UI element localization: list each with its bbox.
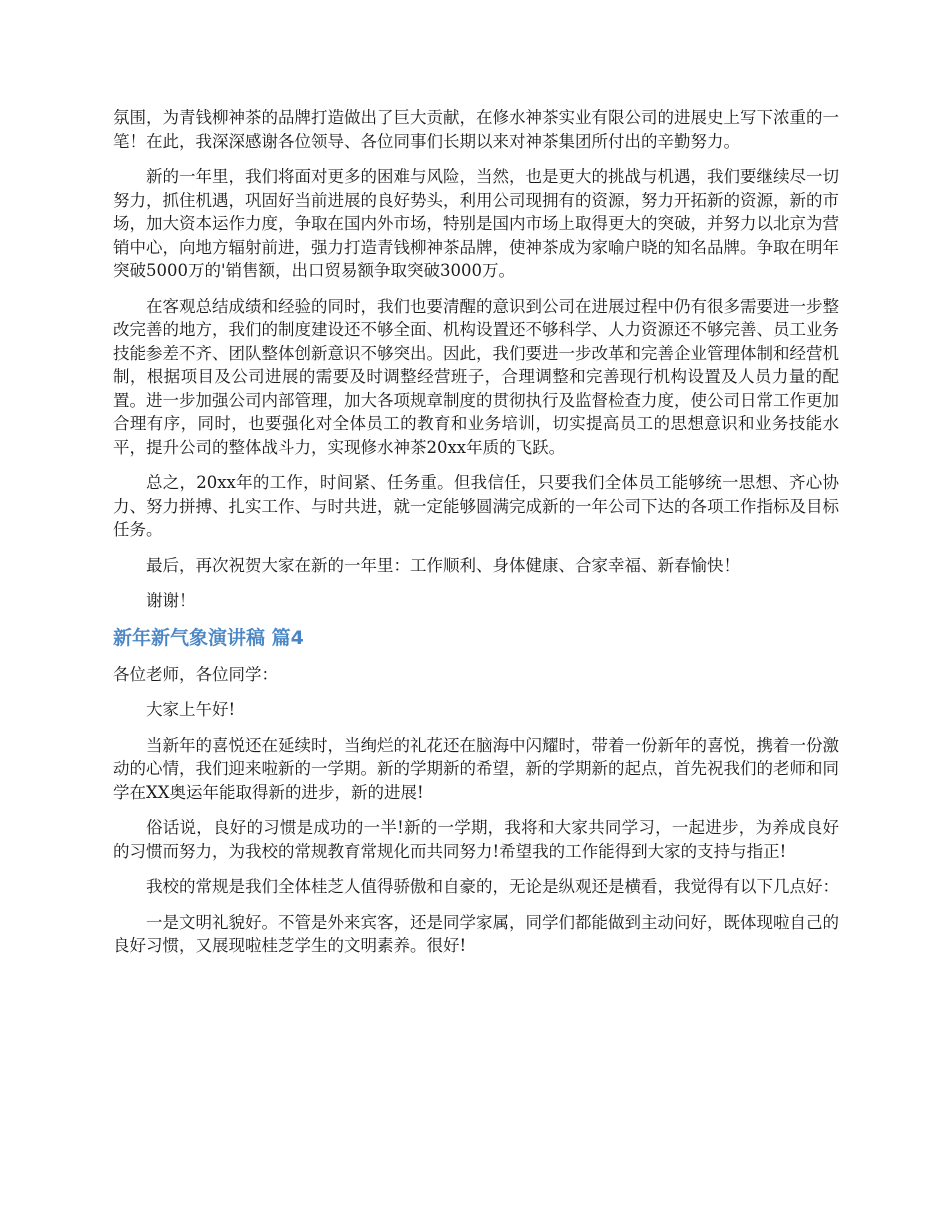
paragraph: 当新年的喜悦还在延续时，当绚烂的礼花还在脑海中闪耀时，带着一份新年的喜悦，携着一份激动的心情，我们迎来啦新的一学期。新的学期新的希望，新的学期新的起点，首先祝我们的老师和同学在XX奥运年能取得新的进步，新的进展! [113, 735, 839, 802]
paragraph: 一是文明礼貌好。不管是外来宾客，还是同学家属，同学们都能做到主动问好，既体现啦自己的良好习惯，又展现啦桂芝学生的文明素养。很好! [113, 912, 839, 955]
document-page [113, 106, 839, 970]
paragraph: 新的一年里，我们将面对更多的困难与风险，当然，也是更大的挑战与机遇，我们要继续尽一切努力，抓住机遇，巩固好当前进展的良好势头，利用公司现拥有的资源，努力开拓新的资源，新的市场，加大资本运作力度，争取在国内外市场，特别是国内市场上取得更大的突破，并努力以北京为营销中心，向地方辐射前进，强力打造青钱柳神茶品牌，使神茶成为家喻户晓的知名品牌。争取在明年突破5000万的'销售额，出口贸易额争取突破3000万。 [113, 167, 839, 280]
paragraph: 总之，20xx年的工作，时间紧、任务重。但我信任，只要我们全体员工能够统一思想、齐心协力、努力拼搏、扎实工作、与时共进，就一定能够圆满完成新的一年公司下达的各项工作指标及目标任务。 [113, 473, 839, 539]
paragraph: 氛围，为青钱柳神茶的品牌打造做出了巨大贡献，在修水神茶实业有限公司的进展史上写下浓重的一笔！在此，我深深感谢各位领导、各位同事们长期以来对神茶集团所付出的辛勤努力。 [113, 108, 839, 151]
paragraph: 各位老师，各位同学： [113, 664, 278, 684]
paragraph: 在客观总结成绩和经验的同时，我们也要清醒的意识到公司在进展过程中仍有很多需要进一步整改完善的地方，我们的制度建设还不够全面、机构设置还不够科学、人力资源还不够完善、员工业务技能参差不齐、团队整体创新意识不够突出。因此，我们要进一步改革和完善企业管理体制和经营机制，根据项目及公司进展的需要及时调整经营班子，合理调整和完善现行机构设置及人员力量的配置。进一步加强公司内部管理，加大各项规章制度的贯彻执行及监督检查力度，使公司日常工作更加合理有序，同时，也要强化对全体员工的教育和业务培训，切实提高员工的思想意识和业务技能水平，提升公司的整体战斗力，实现修水神茶20xx年质的飞跃。 [113, 296, 839, 457]
paragraph: 谢谢！ [146, 591, 196, 610]
section-heading: 新年新气象演讲稿 篇4 [113, 626, 304, 649]
paragraph: 俗话说，良好的习惯是成功的一半!新的一学期，我将和大家共同学习，一起进步，为养成良好的习惯而努力，为我校的常规教育常规化而共同努力!希望我的工作能得到大家的支持与指正! [113, 818, 839, 861]
paragraph: 最后，再次祝贺大家在新的一年里：工作顺利、身体健康、合家幸福、新春愉快！ [146, 555, 740, 575]
paragraph: 我校的常规是我们全体桂芝人值得骄傲和自豪的，无论是纵观还是横看，我觉得有以下几点好： [146, 877, 839, 896]
paragraph: 大家上午好! [146, 700, 236, 719]
